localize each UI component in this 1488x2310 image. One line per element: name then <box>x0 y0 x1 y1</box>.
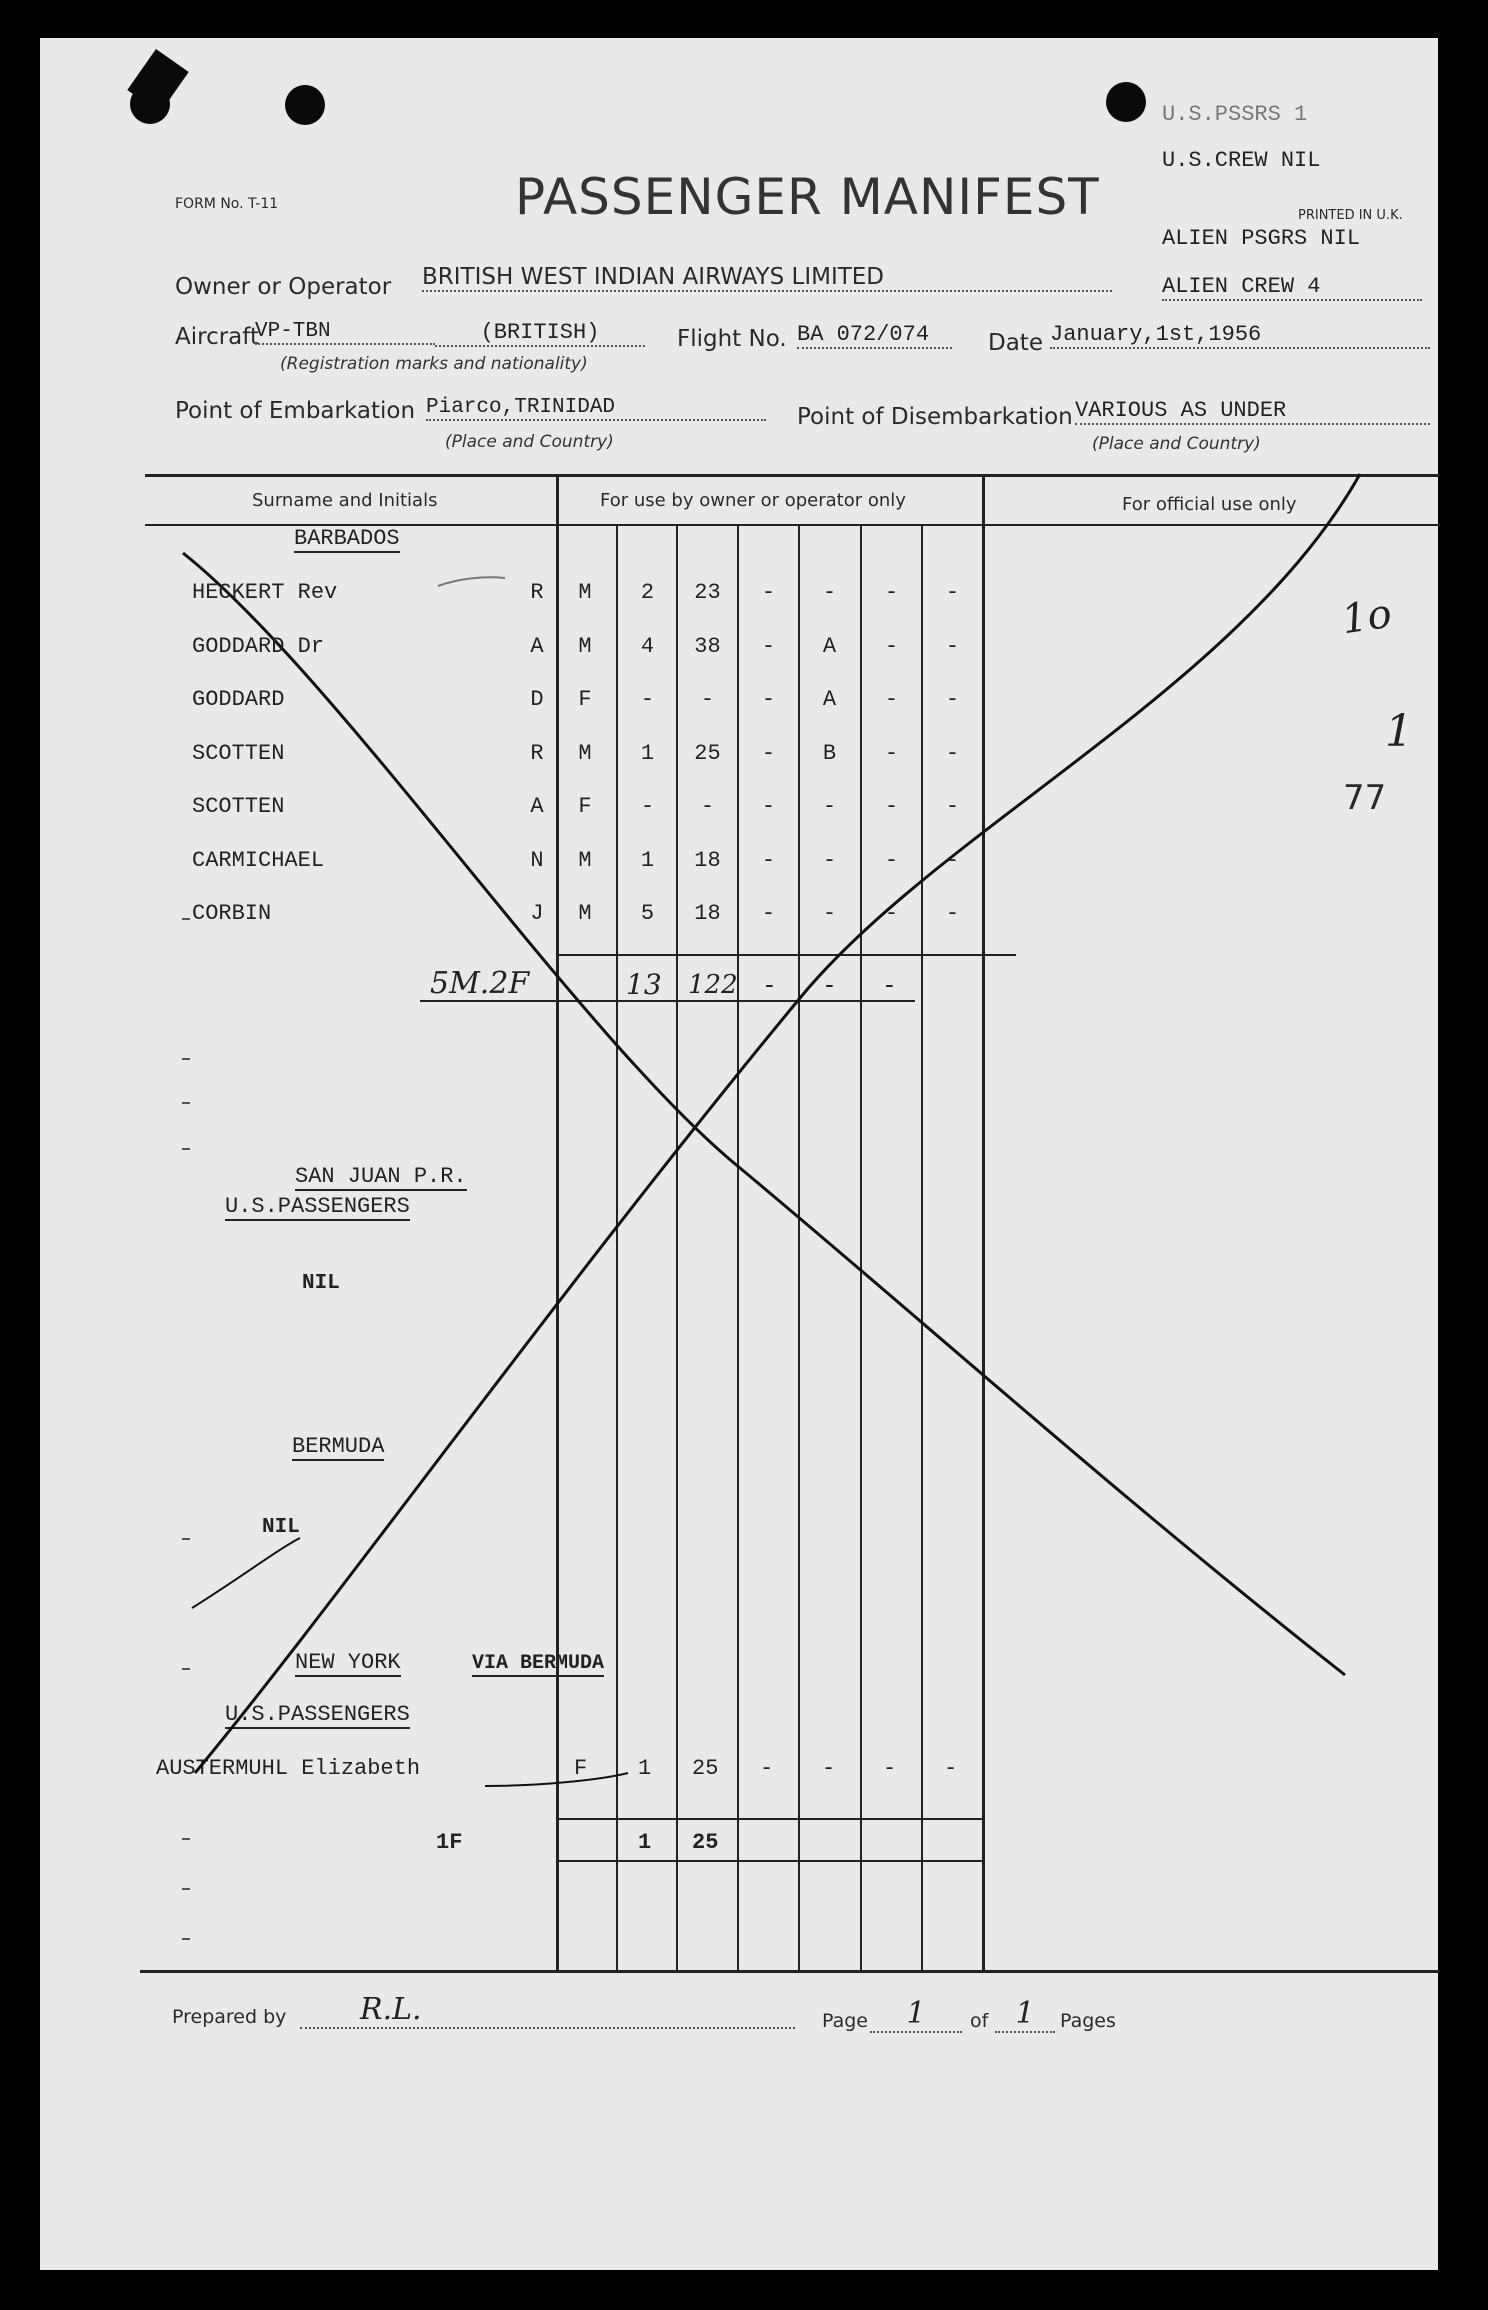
barbados-row-sex: F <box>578 687 592 712</box>
austermuhl-c6: - <box>944 1756 958 1781</box>
ny-total-rule-top <box>556 1818 983 1820</box>
margin-tick <box>182 1058 190 1060</box>
col-divider-4 <box>737 526 739 1970</box>
margin-tick <box>182 1538 190 1540</box>
barbados-total-c1: 13 <box>626 968 662 1001</box>
margin-tick <box>182 918 190 920</box>
cancellation-x-marks <box>40 38 1438 2270</box>
barbados-row-c4: - <box>822 580 837 605</box>
barbados-row-c2: 23 <box>694 580 721 605</box>
barbados-row-name: SCOTTEN <box>192 794 285 819</box>
barbados-row-c3: - <box>761 848 776 873</box>
punch-hole-left-2 <box>285 85 325 125</box>
ny-total-label: 1F <box>436 1830 463 1855</box>
margin-tick <box>182 1668 190 1670</box>
barbados-total-label: 5M.2F <box>430 966 530 1001</box>
col-divider-7 <box>921 526 923 1970</box>
austermuhl-name: AUSTERMUHL Elizabeth <box>156 1756 421 1781</box>
barbados-row-c5: - <box>884 580 899 605</box>
alien-psgrs: ALIEN PSGRS NIL <box>1162 226 1361 251</box>
header-official-use: For official use only <box>1122 494 1297 515</box>
alien-crew: ALIEN CREW 4 <box>1162 274 1422 301</box>
aircraft-value: VP-TBN <box>255 320 435 345</box>
barbados-row-c4: A <box>822 687 837 712</box>
barbados-row-name: GODDARD <box>192 687 285 712</box>
disembarkation-value: VARIOUS AS UNDER <box>1075 398 1430 425</box>
embarkation-value: Piarco,TRINIDAD <box>426 396 766 421</box>
barbados-row-c2: 18 <box>694 901 721 926</box>
barbados-row-i: J <box>530 901 544 926</box>
barbados-row-c1: 4 <box>640 634 655 659</box>
col-divider-2 <box>616 526 618 1970</box>
official-fraction-top: 1o <box>1339 590 1395 644</box>
barbados-row-c6: - <box>945 687 960 712</box>
section-san-juan: SAN JUAN P.R. <box>295 1164 467 1189</box>
official-number: 77 <box>1343 778 1387 818</box>
aircraft-label: Aircraft <box>175 324 259 350</box>
barbados-row-i: N <box>530 848 544 873</box>
barbados-row-c6: - <box>945 741 960 766</box>
margin-tick <box>182 1888 190 1890</box>
page-label: Page <box>822 2010 868 2032</box>
barbados-row-c6: - <box>945 848 960 873</box>
nil-2: NIL <box>262 1516 300 1539</box>
flight-label: Flight No. <box>677 326 787 352</box>
barbados-row-c5: - <box>884 901 899 926</box>
barbados-row-c6: - <box>945 901 960 926</box>
barbados-row-c3: - <box>761 687 776 712</box>
aircraft-nationality: (BRITISH) <box>435 320 645 347</box>
disembarkation-label: Point of Disembarkation <box>797 404 1073 430</box>
barbados-row-name: CORBIN <box>192 901 272 926</box>
section-via-bermuda: VIA BERMUDA <box>472 1652 605 1675</box>
aircraft-caption: (Registration marks and nationality) <box>280 354 588 374</box>
page-value: 1 <box>870 1996 962 2033</box>
barbados-total-c3: - <box>765 970 774 1000</box>
barbados-row-i: R <box>530 741 544 766</box>
barbados-row-c6: - <box>945 634 960 659</box>
section-us-passengers-2: U.S.PASSENGERS <box>225 1702 410 1727</box>
us-pssrs: U.S.PSSRS 1 <box>1162 102 1308 127</box>
barbados-row-c4: A <box>822 634 837 659</box>
barbados-row-c4: - <box>822 794 837 819</box>
margin-tick <box>182 1938 190 1940</box>
barbados-row-c1: - <box>640 794 655 819</box>
ny-total-c2: 25 <box>692 1830 719 1855</box>
form-number: FORM No. T-11 <box>175 196 279 212</box>
barbados-row-c3: - <box>761 901 776 926</box>
barbados-row-c5: - <box>884 848 899 873</box>
section-bermuda: BERMUDA <box>292 1434 385 1459</box>
barbados-row-name: GODDARD Dr <box>192 634 325 659</box>
barbados-row-name: HECKERT Rev <box>192 580 338 605</box>
barbados-row-c2: - <box>700 687 715 712</box>
austermuhl-c2: 25 <box>692 1756 719 1781</box>
printed-note: PRINTED IN U.K. <box>1298 208 1403 223</box>
prepared-value: R.L. <box>300 1992 795 2029</box>
pages-label: Pages <box>1060 2010 1116 2032</box>
of-label: of <box>970 2010 989 2032</box>
section-us-passengers-1: U.S.PASSENGERS <box>225 1194 410 1219</box>
manifest-paper <box>40 38 1438 2270</box>
col-divider-8 <box>982 474 985 1970</box>
col-divider-3 <box>676 526 678 1970</box>
austermuhl-c3: - <box>760 1756 774 1781</box>
header-owner-use: For use by owner or operator only <box>600 490 906 511</box>
table-bottom-rule <box>140 1970 1440 1973</box>
barbados-row-sex: M <box>578 848 592 873</box>
pages-value: 1 <box>995 1996 1055 2033</box>
section-new-york: NEW YORK <box>295 1650 401 1675</box>
austermuhl-c4: - <box>822 1756 836 1781</box>
ny-total-rule-bottom <box>556 1860 983 1862</box>
margin-tick <box>182 1838 190 1840</box>
header-surname: Surname and Initials <box>252 490 438 511</box>
barbados-total-rule-top <box>556 954 1016 956</box>
barbados-row-c1: 5 <box>640 901 655 926</box>
owner-label: Owner or Operator <box>175 274 392 300</box>
barbados-row-sex: M <box>578 901 592 926</box>
barbados-row-c3: - <box>761 580 776 605</box>
embarkation-label: Point of Embarkation <box>175 398 416 424</box>
barbados-row-c2: 38 <box>694 634 721 659</box>
nil-1: NIL <box>302 1272 340 1295</box>
flight-value: BA 072/074 <box>797 322 952 349</box>
barbados-row-sex: M <box>578 741 592 766</box>
barbados-row-c1: 2 <box>640 580 655 605</box>
margin-tick <box>182 1148 190 1150</box>
barbados-row-name: SCOTTEN <box>192 741 285 766</box>
margin-tick <box>182 1102 190 1104</box>
barbados-row-c2: 25 <box>694 741 721 766</box>
barbados-total-c4: - <box>825 970 834 1000</box>
ny-total-c1: 1 <box>638 1830 652 1855</box>
owner-value: BRITISH WEST INDIAN AIRWAYS LIMITED <box>422 264 1112 292</box>
barbados-row-c5: - <box>884 794 899 819</box>
barbados-row-c5: - <box>884 634 899 659</box>
barbados-row-c3: - <box>761 741 776 766</box>
punch-hole-right <box>1106 82 1146 122</box>
barbados-row-c6: - <box>945 794 960 819</box>
barbados-row-name: CARMICHAEL <box>192 848 325 873</box>
barbados-row-c4: B <box>822 741 837 766</box>
barbados-row-sex: M <box>578 634 592 659</box>
barbados-row-c3: - <box>761 634 776 659</box>
austermuhl-c5: - <box>883 1756 897 1781</box>
col-divider-1 <box>556 474 559 1970</box>
barbados-total-c2: 122 <box>688 970 738 1000</box>
barbados-row-i: D <box>530 687 544 712</box>
embarkation-caption: (Place and Country) <box>445 432 614 452</box>
disembarkation-caption: (Place and Country) <box>1092 434 1261 454</box>
barbados-total-c5: - <box>885 970 894 1000</box>
barbados-row-i: R <box>530 580 544 605</box>
prepared-label: Prepared by <box>172 2006 287 2028</box>
barbados-row-c5: - <box>884 741 899 766</box>
section-barbados: BARBADOS <box>294 526 400 551</box>
barbados-row-sex: F <box>578 794 592 819</box>
barbados-row-c1: - <box>640 687 655 712</box>
barbados-row-c1: 1 <box>640 741 655 766</box>
barbados-row-c4: - <box>822 901 837 926</box>
barbados-row-c6: - <box>945 580 960 605</box>
official-fraction-bottom: 1 <box>1385 706 1413 757</box>
table-top-rule <box>145 474 1440 477</box>
col-divider-5 <box>798 526 800 1970</box>
barbados-row-sex: M <box>578 580 592 605</box>
barbados-row-c3: - <box>761 794 776 819</box>
date-value: January,1st,1956 <box>1050 322 1430 349</box>
barbados-row-c5: - <box>884 687 899 712</box>
us-crew: U.S.CREW NIL <box>1162 148 1321 173</box>
barbados-row-c1: 1 <box>640 848 655 873</box>
col-divider-6 <box>860 526 862 1970</box>
barbados-row-c2: 18 <box>694 848 721 873</box>
date-label: Date <box>988 330 1043 356</box>
austermuhl-c1: 1 <box>638 1756 652 1781</box>
page-title: PASSENGER MANIFEST <box>515 168 1100 226</box>
barbados-row-c2: - <box>700 794 715 819</box>
barbados-row-i: A <box>530 794 544 819</box>
barbados-row-i: A <box>530 634 544 659</box>
barbados-row-c4: - <box>822 848 837 873</box>
austermuhl-sex: F <box>574 1756 588 1781</box>
